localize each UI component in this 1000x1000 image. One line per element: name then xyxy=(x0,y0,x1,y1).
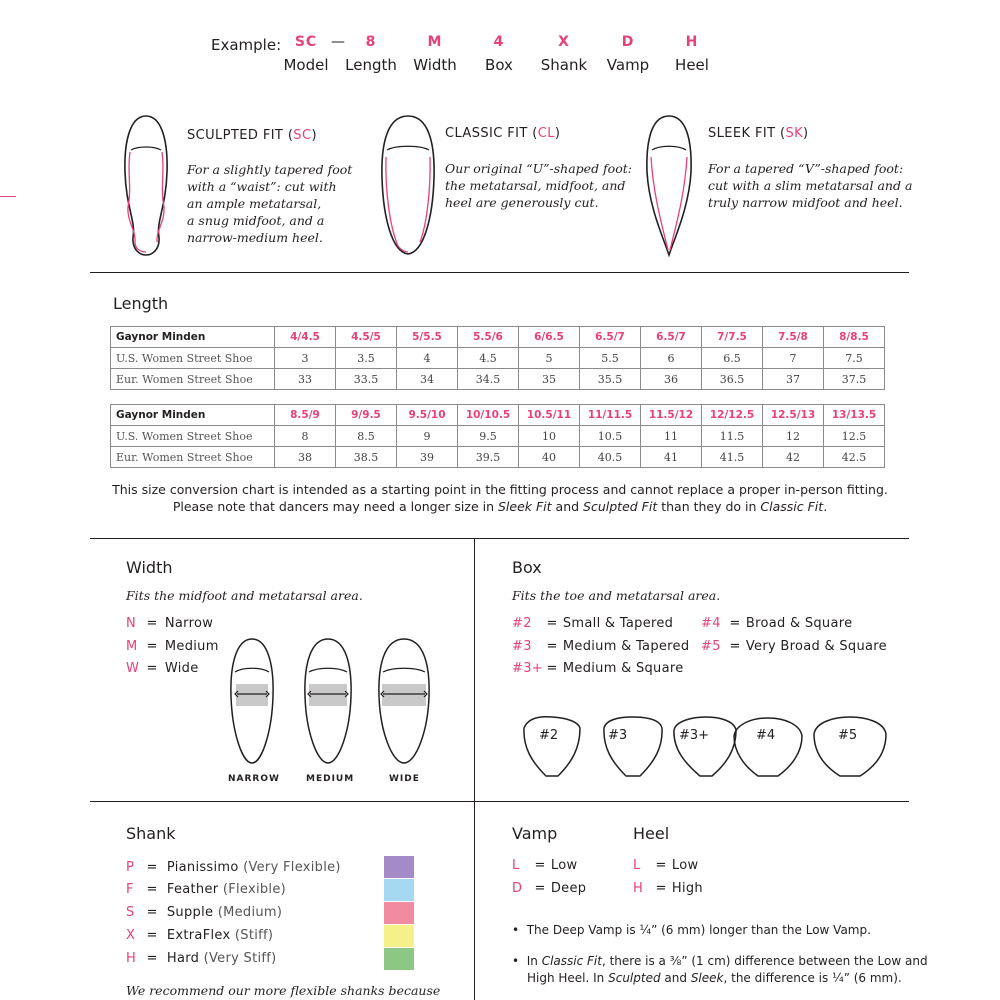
table-cell: 8 xyxy=(275,426,336,447)
divider xyxy=(90,538,909,539)
example-code: X xyxy=(558,34,570,50)
shank-item xyxy=(126,928,273,943)
table-row xyxy=(111,327,885,348)
sep: = xyxy=(546,639,558,654)
box-subtitle: Fits the toe and metatarsal area. xyxy=(512,588,721,603)
row-label: Eur. Women Street Shoe xyxy=(111,369,275,390)
box-3-shape-icon xyxy=(604,717,662,776)
shank-title: Shank xyxy=(126,824,176,843)
table-cell: 38.5 xyxy=(336,447,397,468)
shank-item xyxy=(126,882,286,897)
box-5-shape-icon xyxy=(814,717,886,776)
table-cell: 34 xyxy=(397,369,458,390)
heel-item xyxy=(633,858,698,873)
example-dash: — xyxy=(331,34,345,50)
note-text: , there is a ⅜” (1 cm) difference between the Low and xyxy=(601,954,928,968)
heel-key: H xyxy=(633,881,644,896)
heel-key: L xyxy=(633,858,641,873)
vamp-note xyxy=(512,922,932,939)
note-italic: Classic Fit xyxy=(760,499,824,514)
table-cell: 10/10.5 xyxy=(458,405,519,426)
table-cell: 8.5 xyxy=(336,426,397,447)
width-item xyxy=(126,616,213,631)
table-cell: 42.5 xyxy=(824,447,885,468)
medium-caption: MEDIUM xyxy=(306,774,355,784)
table-cell: 42 xyxy=(763,447,824,468)
sep: = xyxy=(146,616,158,631)
box-key: #3 xyxy=(512,639,532,654)
supple-swatch xyxy=(384,902,414,924)
box-label: Small & Tapered xyxy=(562,616,674,631)
width-key: W xyxy=(126,661,140,676)
shank-key: F xyxy=(126,882,134,897)
box-item xyxy=(512,661,684,676)
table-cell: 6/6.5 xyxy=(519,327,580,348)
table-cell: 7.5 xyxy=(824,348,885,369)
example-label: Box xyxy=(485,56,513,74)
table-cell: 33.5 xyxy=(336,369,397,390)
length-note-2 xyxy=(90,498,910,515)
shank-paren: (Very Stiff) xyxy=(203,951,277,966)
box-3plus-shape-icon xyxy=(674,717,736,776)
table-cell: 11 xyxy=(641,426,702,447)
example-label: Width xyxy=(413,56,457,74)
box-label: Very Broad & Square xyxy=(745,639,887,654)
table-row xyxy=(111,348,885,369)
table-cell: 5 xyxy=(519,348,580,369)
table-cell: 4.5 xyxy=(458,348,519,369)
note-italic: Sculpted xyxy=(608,971,661,985)
sep: = xyxy=(146,882,158,897)
desc-line: the metatarsal, midfoot, and xyxy=(445,178,626,193)
table-cell: 37.5 xyxy=(824,369,885,390)
table-cell: 6.5/7 xyxy=(580,327,641,348)
table-cell: 7 xyxy=(763,348,824,369)
heel-title: Heel xyxy=(633,824,670,843)
table-cell: 10 xyxy=(519,426,580,447)
box-shapes xyxy=(520,716,892,780)
sep: = xyxy=(146,661,158,676)
sep: = xyxy=(655,881,667,896)
box-item xyxy=(701,639,887,654)
example-label: Shank xyxy=(540,56,588,74)
width-subtitle: Fits the midfoot and metatarsal area. xyxy=(126,588,363,603)
vamp-key: L xyxy=(512,858,520,873)
wide-caption: WIDE xyxy=(389,774,420,784)
note-text: . xyxy=(823,499,828,514)
note-text: In xyxy=(526,954,542,968)
example-lead: Example: xyxy=(211,36,282,54)
table-cell: 12 xyxy=(763,426,824,447)
table-cell: 9/9.5 xyxy=(336,405,397,426)
margin-mark xyxy=(0,196,16,197)
heel-note-cont xyxy=(527,970,947,987)
shank-key: S xyxy=(126,905,135,920)
sleek-fit-description xyxy=(708,160,912,211)
note-text: than they do in xyxy=(657,499,761,514)
note-italic: Classic Fit xyxy=(541,954,602,968)
table-cell: 4.5/5 xyxy=(336,327,397,348)
classic-fit-description xyxy=(445,160,632,211)
heel-label: Low xyxy=(671,858,699,873)
vamp-item xyxy=(512,881,586,896)
table-cell: 11.5 xyxy=(702,426,763,447)
table-cell: 34.5 xyxy=(458,369,519,390)
wide-shoe-icon xyxy=(374,636,434,766)
table-cell: 41 xyxy=(641,447,702,468)
fit-code: CL xyxy=(537,126,555,141)
table-cell: 6.5 xyxy=(702,348,763,369)
table-cell: 12.5 xyxy=(824,426,885,447)
example-label: Vamp xyxy=(606,56,650,74)
fit-title-text: SCULPTED FIT xyxy=(187,128,284,143)
sep: = xyxy=(146,928,158,943)
table-cell: 12/12.5 xyxy=(702,405,763,426)
sep: = xyxy=(546,616,558,631)
hard-swatch xyxy=(384,948,414,970)
table-cell: 5/5.5 xyxy=(397,327,458,348)
medium-shoe-icon xyxy=(300,636,356,766)
table-cell: 9 xyxy=(397,426,458,447)
example-heel xyxy=(652,34,732,74)
fit-code: SC xyxy=(293,128,312,143)
example-code: 8 xyxy=(365,34,377,50)
note-italic: Sleek xyxy=(690,971,724,985)
desc-line: an ample metatarsal, xyxy=(187,196,322,211)
desc-line: cut with a slim metatarsal and a xyxy=(708,178,913,193)
box-shape-label: #3 xyxy=(608,728,628,743)
table-cell: 6.5/7 xyxy=(641,327,702,348)
box-label: Medium & Tapered xyxy=(562,639,690,654)
example-code: 4 xyxy=(493,34,505,50)
table-cell: 5.5/6 xyxy=(458,327,519,348)
width-key: N xyxy=(126,616,137,631)
fit-title-text: CLASSIC FIT xyxy=(445,126,528,141)
sep: = xyxy=(655,858,667,873)
box-item xyxy=(701,616,852,631)
sleek-fit-shoe-icon xyxy=(641,112,697,258)
extraflex-swatch xyxy=(384,925,414,947)
vertical-divider xyxy=(474,538,475,1000)
width-label: Narrow xyxy=(164,616,214,631)
table-cell: 10.5/11 xyxy=(519,405,580,426)
box-shape-label: #2 xyxy=(539,728,559,743)
box-key: #5 xyxy=(701,639,721,654)
table-cell: 8/8.5 xyxy=(824,327,885,348)
example-code: H xyxy=(685,34,699,50)
shank-item xyxy=(126,951,277,966)
desc-line: For a tapered “V”-shaped foot: xyxy=(708,161,904,176)
table-cell: 38 xyxy=(275,447,336,468)
desc-line: with a “waist”: cut with xyxy=(187,179,337,194)
vamp-label: Deep xyxy=(550,881,587,896)
table-cell: 13/13.5 xyxy=(824,405,885,426)
row-label: U.S. Women Street Shoe xyxy=(111,426,275,447)
sculpted-fit-shoe-icon xyxy=(118,112,174,258)
shank-key: P xyxy=(126,860,135,875)
desc-line: Our original “U”-shaped foot: xyxy=(445,161,632,176)
vamp-item xyxy=(512,858,577,873)
box-4-shape-icon xyxy=(734,718,802,776)
box-item xyxy=(512,639,689,654)
table-cell: 35 xyxy=(519,369,580,390)
table-cell: 36 xyxy=(641,369,702,390)
desc-line: truly narrow midfoot and heel. xyxy=(708,195,903,210)
table-cell: 39.5 xyxy=(458,447,519,468)
shank-item xyxy=(126,860,341,875)
classic-fit-shoe-icon xyxy=(376,112,440,258)
heel-item xyxy=(633,881,703,896)
row-label: U.S. Women Street Shoe xyxy=(111,348,275,369)
shank-item xyxy=(126,905,282,920)
row-label: Eur. Women Street Shoe xyxy=(111,447,275,468)
table-cell: 40 xyxy=(519,447,580,468)
sep: = xyxy=(534,858,546,873)
table-row xyxy=(111,426,885,447)
sep: = xyxy=(729,639,741,654)
heel-label: High xyxy=(671,881,703,896)
note-text: The Deep Vamp is ¼” (6 mm) longer than the Low Vamp. xyxy=(526,923,871,937)
table-cell: 9.5 xyxy=(458,426,519,447)
shank-paren: (Medium) xyxy=(217,905,283,920)
table-cell: 41.5 xyxy=(702,447,763,468)
width-title: Width xyxy=(126,558,173,577)
bullet-dot: • xyxy=(512,923,520,937)
example-code: D xyxy=(621,34,635,50)
shank-label: ExtraFlex xyxy=(166,928,231,943)
sep: = xyxy=(146,905,158,920)
length-table-1 xyxy=(110,326,885,390)
table-cell: 35.5 xyxy=(580,369,641,390)
heel-note xyxy=(512,953,932,970)
fit-title-text: SLEEK FIT xyxy=(708,126,776,141)
box-shape-label: #4 xyxy=(756,728,776,743)
shank-paren: (Stiff) xyxy=(234,928,274,943)
example-code: SC xyxy=(294,34,318,50)
shank-paren: (Flexible) xyxy=(222,882,286,897)
shank-label: Hard xyxy=(166,951,200,966)
desc-line: narrow-medium heel. xyxy=(187,230,323,245)
length-table-2 xyxy=(110,404,885,468)
feather-swatch xyxy=(384,879,414,901)
note-text: Please note that dancers may need a longer size in xyxy=(172,499,498,514)
box-title: Box xyxy=(512,558,542,577)
box-key: #3+ xyxy=(512,661,543,676)
box-shape-label: #5 xyxy=(838,728,858,743)
table-cell: 40.5 xyxy=(580,447,641,468)
box-item xyxy=(512,616,673,631)
width-label: Wide xyxy=(164,661,199,676)
vamp-title: Vamp xyxy=(512,824,558,843)
note-text: and xyxy=(660,971,691,985)
table-cell: 7.5/8 xyxy=(763,327,824,348)
sep: = xyxy=(534,881,546,896)
table-cell: 7/7.5 xyxy=(702,327,763,348)
width-item xyxy=(126,661,199,676)
box-2-shape-icon xyxy=(524,717,580,776)
note-text: , the difference is ¼” (6 mm). xyxy=(723,971,902,985)
bullet-dot: • xyxy=(512,954,520,968)
shank-label: Feather xyxy=(166,882,219,897)
shank-key: X xyxy=(126,928,136,943)
desc-line: a snug midfoot, and a xyxy=(187,213,325,228)
table-row xyxy=(111,405,885,426)
narrow-caption: NARROW xyxy=(228,774,280,784)
width-label: Medium xyxy=(164,639,219,654)
box-key: #4 xyxy=(701,616,721,631)
table-cell: 6 xyxy=(641,348,702,369)
narrow-shoe-icon xyxy=(226,636,278,766)
table-cell: 8.5/9 xyxy=(275,405,336,426)
table-cell: 10.5 xyxy=(580,426,641,447)
box-shape-label: #3+ xyxy=(679,728,710,743)
table-cell: 5.5 xyxy=(580,348,641,369)
row-label: Gaynor Minden xyxy=(111,405,275,426)
sleek-fit-title: SLEEK FIT (SK) xyxy=(708,126,809,141)
note-text: High Heel. In xyxy=(527,971,609,985)
divider xyxy=(90,272,909,273)
table-cell: 3 xyxy=(275,348,336,369)
length-title: Length xyxy=(113,294,169,313)
example-label: Length xyxy=(345,56,397,74)
table-cell: 4 xyxy=(397,348,458,369)
sep: = xyxy=(729,616,741,631)
width-item xyxy=(126,639,219,654)
classic-fit-title: CLASSIC FIT (CL) xyxy=(445,126,561,141)
fit-code: SK xyxy=(785,126,804,141)
box-label: Medium & Square xyxy=(562,661,684,676)
table-cell: 4/4.5 xyxy=(275,327,336,348)
table-cell: 3.5 xyxy=(336,348,397,369)
example-label: Heel xyxy=(675,56,709,74)
vamp-label: Low xyxy=(550,858,578,873)
table-row xyxy=(111,447,885,468)
note-text: and xyxy=(551,499,584,514)
table-cell: 37 xyxy=(763,369,824,390)
pianissimo-swatch xyxy=(384,856,414,878)
sculpted-fit-title: SCULPTED FIT (SC) xyxy=(187,128,317,143)
table-cell: 9.5/10 xyxy=(397,405,458,426)
vamp-key: D xyxy=(512,881,523,896)
box-label: Broad & Square xyxy=(745,616,853,631)
desc-line: heel are generously cut. xyxy=(445,195,599,210)
shank-key: H xyxy=(126,951,137,966)
shank-footer: We recommend our more flexible shanks because xyxy=(126,983,441,998)
row-label: Gaynor Minden xyxy=(111,327,275,348)
sculpted-fit-description xyxy=(187,161,352,246)
divider xyxy=(90,801,909,802)
box-key: #2 xyxy=(512,616,532,631)
sep: = xyxy=(546,661,558,676)
width-key: M xyxy=(126,639,138,654)
shank-paren: (Very Flexible) xyxy=(243,860,341,875)
table-cell: 36.5 xyxy=(702,369,763,390)
example-code: M xyxy=(427,34,443,50)
sep: = xyxy=(146,639,158,654)
sep: = xyxy=(146,860,158,875)
shank-label: Pianissimo xyxy=(166,860,239,875)
shank-label: Supple xyxy=(166,905,214,920)
table-cell: 39 xyxy=(397,447,458,468)
table-cell: 11.5/12 xyxy=(641,405,702,426)
note-italic: Sculpted Fit xyxy=(583,499,658,514)
sep: = xyxy=(146,951,158,966)
table-cell: 12.5/13 xyxy=(763,405,824,426)
table-row xyxy=(111,369,885,390)
table-cell: 33 xyxy=(275,369,336,390)
length-note-1: This size conversion chart is intended as a starting point in the fitting process and cannot replace a proper in-person fitting. xyxy=(112,482,888,497)
note-italic: Sleek Fit xyxy=(497,499,552,514)
example-label: Model xyxy=(283,56,329,74)
desc-line: For a slightly tapered foot xyxy=(187,162,353,177)
table-cell: 11/11.5 xyxy=(580,405,641,426)
